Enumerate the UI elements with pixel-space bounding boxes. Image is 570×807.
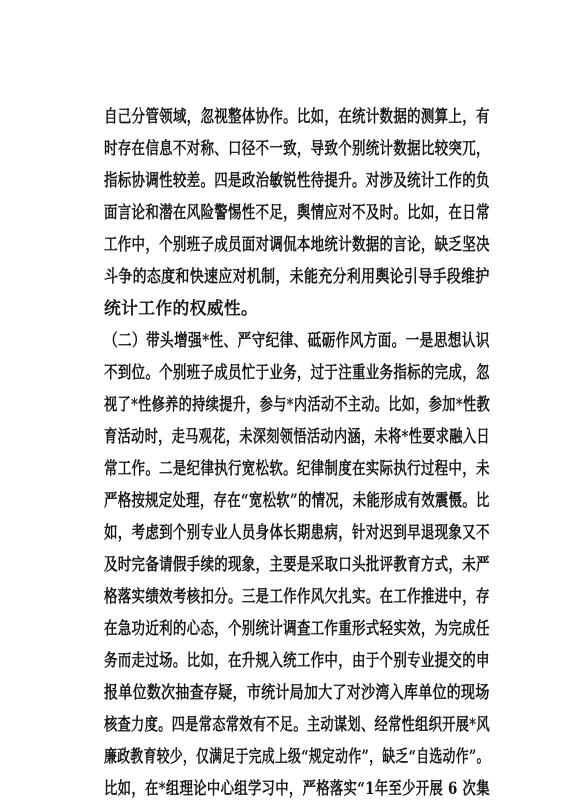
text-line: 时存在信息不对称、口径不一致，导致个别统计数据比较突兀， <box>104 138 490 158</box>
text-line: 如，考虑到个别专业人员身体长期患病，针对迟到早退现象又不 <box>104 522 490 542</box>
text-line: 斗争的态度和快速应对机制，未能充分利用舆论引导手段维护 <box>104 266 490 286</box>
text-line: 严格按规定处理，存在“宽松软”的情况，未能形成有效震慑。比 <box>104 490 490 510</box>
text-line: 比如，在*组理论中心组学习中，严格落实“1年至少开展 6 次集 <box>104 778 490 798</box>
text-line: 工作中，个别班子成员面对调侃本地统计数据的言论，缺乏坚决 <box>104 234 490 254</box>
text-line: 不到位。个别班子成员忙于业务，过于注重业务指标的完成，忽 <box>104 362 490 382</box>
text-line: 在急功近利的心态，个别统计调查工作重形式轻实效，为完成任 <box>104 618 490 638</box>
section-heading-line: （二）带头增强*性、严守纪律、砥砺作风方面。一是思想认识 <box>104 330 490 350</box>
text-line: 务而走过场。比如，在升规入统工作中，由于个别专业提交的申 <box>104 650 490 670</box>
text-line: 常工作。二是纪律执行宽松软。纪律制度在实际执行过程中，未 <box>104 458 490 478</box>
text-line: 视了*性修养的持续提升，参与*内活动不主动。比如，参加*性教 <box>104 394 490 414</box>
text-line: 指标协调性较差。四是政治敏锐性待提升。对涉及统计工作的负 <box>104 170 490 190</box>
text-line: 及时完备请假手续的现象，主要是采取口头批评教育方式，未严 <box>104 554 490 574</box>
text-line: 廉政教育较少，仅满足于完成上级“规定动作”，缺乏“自选动作”。 <box>104 746 490 766</box>
text-line: 自己分管领域，忽视整体协作。比如，在统计数据的测算上，有 <box>104 106 490 126</box>
text-line: 育活动时，走马观花，未深刻领悟活动内涵，未将*性要求融入日 <box>104 426 490 446</box>
text-line: 统计工作的权威性。 <box>104 298 259 318</box>
text-line: 面言论和潜在风险警惕性不足，舆情应对不及时。比如，在日常 <box>104 202 490 222</box>
text-line: 核查力度。四是常态常效有不足。主动谋划、经常性组织开展*风 <box>104 714 490 734</box>
text-line: 报单位数次抽查存疑，市统计局加大了对沙湾入库单位的现场 <box>104 682 490 702</box>
text-line: 格落实绩效考核扣分。三是工作作风欠扎实。在工作推进中，存 <box>104 586 490 606</box>
